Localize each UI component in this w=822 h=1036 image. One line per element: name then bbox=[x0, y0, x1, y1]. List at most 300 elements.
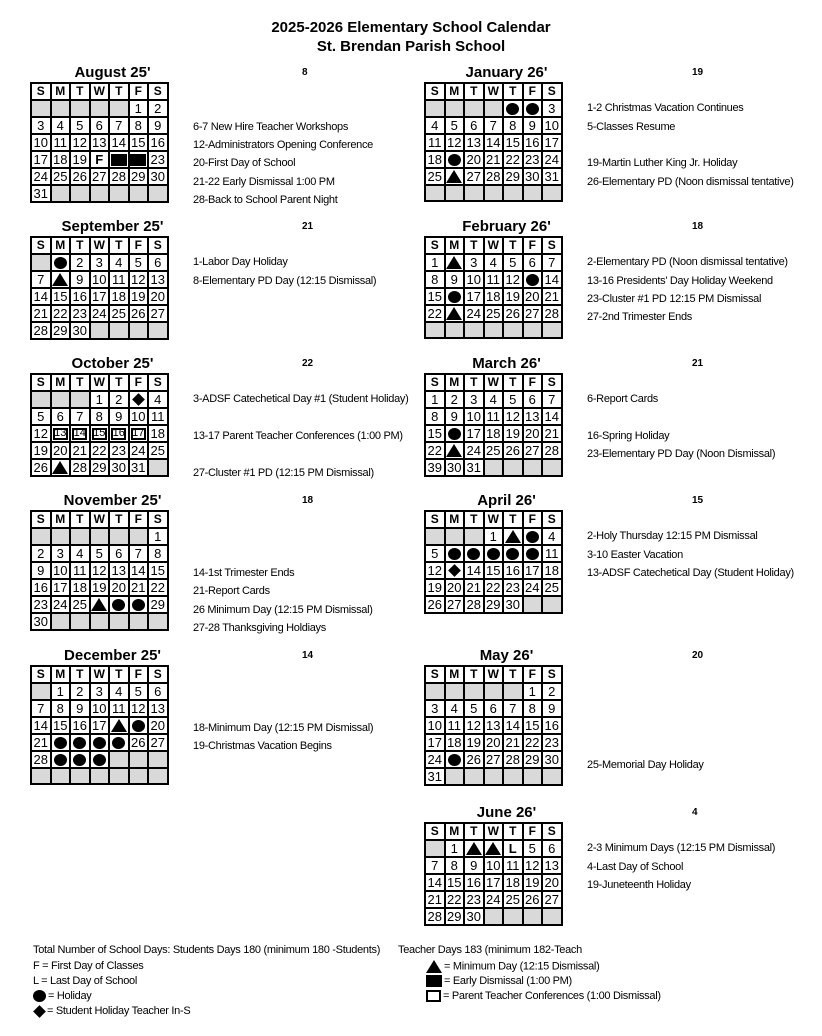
day-cell: 9 bbox=[464, 857, 484, 874]
legend-last-day: L = Last Day of School bbox=[33, 975, 137, 987]
day-cell: 22 bbox=[148, 579, 168, 596]
empty-cell bbox=[542, 459, 562, 476]
triangle-icon bbox=[446, 256, 462, 269]
day-marker bbox=[52, 272, 70, 287]
month-dec bbox=[30, 648, 420, 808]
day-cell: 22 bbox=[484, 579, 504, 596]
weekday-header: T bbox=[503, 511, 523, 528]
weekday-header: T bbox=[464, 237, 484, 254]
day-cell: 10 bbox=[129, 408, 149, 425]
day-cell: 30 bbox=[445, 459, 465, 476]
day-cell: 21 bbox=[464, 579, 484, 596]
day-cell-marked bbox=[51, 459, 71, 476]
day-cell: 5 bbox=[464, 700, 484, 717]
month-title: October 25' bbox=[71, 355, 154, 372]
day-cell: 15 bbox=[51, 717, 71, 734]
month-jan bbox=[424, 65, 814, 225]
day-cell: 18 bbox=[445, 734, 465, 751]
day-cell: 28 bbox=[70, 459, 90, 476]
day-marker bbox=[130, 597, 148, 612]
empty-cell bbox=[109, 322, 129, 339]
day-cell: 1 bbox=[425, 254, 445, 271]
triangle-icon bbox=[52, 461, 68, 474]
month-note: 19-Christmas Vacation Begins bbox=[193, 740, 332, 753]
weekday-header: M bbox=[445, 823, 465, 840]
weekday-header: F bbox=[129, 511, 149, 528]
day-cell: 5 bbox=[70, 117, 90, 134]
triangle-icon bbox=[446, 444, 462, 457]
month-note: 27-Cluster #1 PD (12:15 PM Dismissal) bbox=[193, 466, 374, 479]
conference-day-box: 14 bbox=[73, 427, 86, 439]
day-cell-marked bbox=[109, 717, 129, 734]
month-title: June 26' bbox=[476, 804, 537, 821]
weekday-header: S bbox=[425, 666, 445, 683]
holiday-dot-icon bbox=[112, 737, 125, 749]
day-cell: 24 bbox=[542, 151, 562, 168]
empty-cell bbox=[31, 100, 51, 117]
month-apr bbox=[424, 493, 814, 653]
empty-cell bbox=[503, 683, 523, 700]
day-marker bbox=[130, 426, 148, 441]
month-school-days: 19 bbox=[692, 67, 704, 78]
day-cell: 7 bbox=[31, 271, 51, 288]
day-cell: 4 bbox=[109, 683, 129, 700]
day-marker bbox=[110, 426, 128, 441]
day-cell: 28 bbox=[542, 442, 562, 459]
day-marker bbox=[446, 289, 464, 304]
holiday-dot-icon bbox=[54, 737, 67, 749]
empty-cell bbox=[31, 683, 51, 700]
month-title: January 26' bbox=[465, 64, 548, 81]
empty-cell bbox=[425, 100, 445, 117]
day-cell: 23 bbox=[542, 734, 562, 751]
day-cell: 10 bbox=[464, 271, 484, 288]
day-cell: 17 bbox=[523, 562, 543, 579]
conference-day-box: 13 bbox=[54, 427, 67, 439]
triangle-icon bbox=[426, 960, 442, 973]
day-cell: 9 bbox=[148, 117, 168, 134]
empty-cell bbox=[484, 459, 504, 476]
weekday-header: F bbox=[523, 511, 543, 528]
day-marker bbox=[446, 546, 464, 561]
day-cell: 10 bbox=[90, 700, 110, 717]
holiday-dot-icon bbox=[526, 103, 539, 115]
legend-minimum-day bbox=[426, 960, 599, 973]
day-cell: 6 bbox=[51, 408, 71, 425]
month-school-days: 4 bbox=[692, 807, 698, 818]
day-cell: 10 bbox=[51, 562, 71, 579]
day-cell: 29 bbox=[445, 908, 465, 925]
day-cell: 19 bbox=[129, 288, 149, 305]
holiday-dot-icon bbox=[132, 599, 145, 611]
day-cell-marked bbox=[51, 254, 71, 271]
weekday-header: S bbox=[542, 237, 562, 254]
day-marker bbox=[446, 426, 464, 441]
weekday-header: T bbox=[464, 511, 484, 528]
day-cell: 31 bbox=[129, 459, 149, 476]
weekday-header: M bbox=[51, 666, 71, 683]
day-cell: 24 bbox=[464, 305, 484, 322]
day-marker bbox=[71, 426, 89, 441]
weekday-header: W bbox=[90, 511, 110, 528]
legend-totals: Total Number of School Days: Students Days 180 (minimum 180 -Students) bbox=[33, 944, 381, 956]
month-school-days: 18 bbox=[692, 221, 704, 232]
day-cell: 20 bbox=[542, 874, 562, 891]
day-cell: 24 bbox=[51, 596, 71, 613]
month-note: 1-Labor Day Holiday bbox=[193, 256, 288, 269]
empty-cell bbox=[542, 596, 562, 613]
day-cell: 9 bbox=[445, 271, 465, 288]
month-note: 4-Last Day of School bbox=[587, 860, 684, 873]
month-note: 6-Report Cards bbox=[587, 393, 658, 406]
day-cell: 9 bbox=[523, 117, 543, 134]
day-cell-marked bbox=[445, 751, 465, 768]
day-cell: 17 bbox=[90, 288, 110, 305]
day-marker bbox=[504, 529, 522, 544]
day-cell: 24 bbox=[31, 168, 51, 185]
day-cell: 24 bbox=[425, 751, 445, 768]
empty-cell bbox=[484, 322, 504, 338]
day-marker bbox=[446, 255, 464, 270]
day-cell: 2 bbox=[109, 391, 129, 408]
day-cell: 31 bbox=[542, 168, 562, 185]
empty-cell bbox=[90, 322, 110, 339]
day-cell: 11 bbox=[109, 700, 129, 717]
day-marker bbox=[110, 718, 128, 733]
triangle-icon bbox=[485, 842, 501, 855]
day-cell: 28 bbox=[542, 305, 562, 322]
day-cell: 13 bbox=[484, 717, 504, 734]
day-cell: 7 bbox=[129, 545, 149, 562]
empty-cell bbox=[109, 768, 129, 784]
day-cell: 6 bbox=[523, 254, 543, 271]
legend-holiday-label: = Holiday bbox=[48, 990, 92, 1002]
empty-cell bbox=[425, 185, 445, 201]
day-cell: 11 bbox=[445, 717, 465, 734]
day-cell: 7 bbox=[31, 700, 51, 717]
weekday-header: S bbox=[425, 237, 445, 254]
day-cell: 29 bbox=[503, 168, 523, 185]
day-cell-marked bbox=[484, 545, 504, 562]
day-cell: 16 bbox=[523, 134, 543, 151]
day-cell: 8 bbox=[129, 117, 149, 134]
day-cell: 2 bbox=[31, 545, 51, 562]
month-school-days: 20 bbox=[692, 650, 704, 661]
empty-cell bbox=[484, 908, 504, 925]
day-cell: 26 bbox=[129, 734, 149, 751]
day-marker bbox=[485, 841, 503, 856]
triangle-icon bbox=[52, 273, 68, 286]
day-cell: 24 bbox=[129, 442, 149, 459]
weekday-header: T bbox=[70, 83, 90, 100]
empty-cell bbox=[148, 768, 168, 784]
day-cell: 9 bbox=[70, 271, 90, 288]
day-marker bbox=[524, 529, 542, 544]
weekday-header: F bbox=[523, 823, 543, 840]
month-grid bbox=[424, 236, 563, 339]
empty-cell bbox=[51, 528, 71, 545]
day-cell: 12 bbox=[445, 134, 465, 151]
month-title: December 25' bbox=[64, 647, 161, 664]
legend-teacher-days: Teacher Days 183 (minimum 182-Teach bbox=[398, 944, 582, 956]
day-cell-marked bbox=[445, 442, 465, 459]
conference-day-box: 15 bbox=[93, 427, 106, 439]
day-cell: 24 bbox=[484, 891, 504, 908]
day-marker bbox=[110, 735, 128, 750]
holiday-dot-icon bbox=[448, 154, 461, 166]
empty-cell bbox=[31, 391, 51, 408]
diamond-icon bbox=[132, 393, 145, 406]
day-cell: 19 bbox=[425, 579, 445, 596]
triangle-icon bbox=[91, 598, 107, 611]
day-cell: 18 bbox=[109, 288, 129, 305]
day-cell: 4 bbox=[542, 528, 562, 545]
weekday-header: S bbox=[425, 511, 445, 528]
day-cell: 2 bbox=[70, 683, 90, 700]
day-cell: 7 bbox=[503, 700, 523, 717]
weekday-header: T bbox=[464, 83, 484, 100]
day-cell-marked bbox=[90, 425, 110, 442]
day-cell: 1 bbox=[148, 528, 168, 545]
holiday-dot-icon bbox=[506, 548, 519, 560]
day-marker bbox=[130, 392, 148, 407]
weekday-header: F bbox=[129, 83, 149, 100]
day-cell: 21 bbox=[542, 288, 562, 305]
day-cell: 4 bbox=[109, 254, 129, 271]
month-school-days: 8 bbox=[302, 67, 308, 78]
day-cell: 24 bbox=[464, 442, 484, 459]
day-cell-marked bbox=[51, 425, 71, 442]
day-cell: 17 bbox=[464, 288, 484, 305]
weekday-header: F bbox=[523, 666, 543, 683]
day-cell: 18 bbox=[503, 874, 523, 891]
square-icon bbox=[130, 154, 146, 166]
day-marker bbox=[71, 752, 89, 767]
day-cell: 3 bbox=[542, 100, 562, 117]
empty-cell bbox=[523, 908, 543, 925]
month-note: 3-ADSF Catechetical Day #1 (Student Holiday) bbox=[193, 393, 409, 406]
day-cell-marked bbox=[523, 271, 543, 288]
day-cell: 13 bbox=[464, 134, 484, 151]
day-cell: L bbox=[503, 840, 523, 857]
day-cell: 7 bbox=[109, 117, 129, 134]
empty-cell bbox=[464, 768, 484, 785]
day-cell: 14 bbox=[129, 562, 149, 579]
day-cell: 11 bbox=[51, 134, 71, 151]
weekday-header: W bbox=[484, 374, 504, 391]
weekday-header: S bbox=[425, 83, 445, 100]
empty-cell bbox=[90, 100, 110, 117]
day-cell: 27 bbox=[484, 751, 504, 768]
empty-cell bbox=[425, 683, 445, 700]
day-cell: 22 bbox=[523, 734, 543, 751]
day-cell: 12 bbox=[464, 717, 484, 734]
day-cell: 20 bbox=[51, 442, 71, 459]
triangle-icon bbox=[505, 530, 521, 543]
month-school-days: 14 bbox=[302, 650, 314, 661]
empty-cell bbox=[109, 751, 129, 768]
day-cell: 16 bbox=[503, 562, 523, 579]
day-cell: 31 bbox=[464, 459, 484, 476]
holiday-dot-icon bbox=[54, 754, 67, 766]
day-cell: 12 bbox=[70, 134, 90, 151]
day-cell-marked bbox=[445, 151, 465, 168]
empty-cell bbox=[445, 683, 465, 700]
weekday-header: T bbox=[70, 374, 90, 391]
empty-cell bbox=[90, 185, 110, 202]
holiday-dot-icon bbox=[487, 548, 500, 560]
empty-cell bbox=[523, 596, 543, 613]
day-marker bbox=[52, 426, 70, 441]
triangle-icon bbox=[111, 719, 127, 732]
day-cell: 9 bbox=[31, 562, 51, 579]
day-marker bbox=[446, 443, 464, 458]
day-cell: 11 bbox=[484, 271, 504, 288]
day-cell: 13 bbox=[542, 857, 562, 874]
empty-cell bbox=[129, 768, 149, 784]
legend-student-holiday-label: = Student Holiday Teacher In-S bbox=[47, 1005, 191, 1017]
day-marker bbox=[446, 169, 464, 184]
day-cell: 16 bbox=[464, 874, 484, 891]
day-cell: 5 bbox=[445, 117, 465, 134]
weekday-header: T bbox=[503, 666, 523, 683]
empty-cell bbox=[484, 683, 504, 700]
day-cell: 18 bbox=[51, 151, 71, 168]
day-cell: 9 bbox=[70, 700, 90, 717]
day-cell: 15 bbox=[445, 874, 465, 891]
triangle-icon bbox=[466, 842, 482, 855]
day-cell: 6 bbox=[542, 840, 562, 857]
day-cell: 3 bbox=[90, 254, 110, 271]
day-cell: 15 bbox=[523, 717, 543, 734]
holiday-dot-icon bbox=[73, 754, 86, 766]
day-cell: 19 bbox=[523, 874, 543, 891]
day-cell: 2 bbox=[445, 391, 465, 408]
day-cell: 20 bbox=[464, 151, 484, 168]
empty-cell bbox=[523, 459, 543, 476]
day-cell: 28 bbox=[31, 322, 51, 339]
day-cell-marked bbox=[445, 168, 465, 185]
weekday-header: S bbox=[542, 823, 562, 840]
empty-cell bbox=[523, 768, 543, 785]
day-marker bbox=[91, 752, 109, 767]
weekday-header: T bbox=[109, 83, 129, 100]
day-cell-marked bbox=[503, 545, 523, 562]
day-cell-marked bbox=[503, 528, 523, 545]
day-cell: 16 bbox=[31, 579, 51, 596]
weekday-header: S bbox=[542, 374, 562, 391]
day-cell: 15 bbox=[425, 288, 445, 305]
day-cell: 18 bbox=[484, 288, 504, 305]
day-cell-marked bbox=[90, 751, 110, 768]
day-cell: 30 bbox=[523, 168, 543, 185]
weekday-header: T bbox=[109, 511, 129, 528]
day-marker bbox=[446, 152, 464, 167]
day-cell: 25 bbox=[148, 442, 168, 459]
day-cell: 12 bbox=[523, 857, 543, 874]
day-cell: 10 bbox=[31, 134, 51, 151]
day-cell: 1 bbox=[90, 391, 110, 408]
day-cell: 6 bbox=[484, 700, 504, 717]
day-cell: 26 bbox=[425, 596, 445, 613]
day-cell: 1 bbox=[425, 391, 445, 408]
day-cell: 25 bbox=[503, 891, 523, 908]
day-cell: 23 bbox=[70, 305, 90, 322]
weekday-header: T bbox=[109, 237, 129, 254]
day-cell-marked bbox=[445, 545, 465, 562]
square-icon bbox=[111, 154, 127, 166]
day-cell: 18 bbox=[484, 425, 504, 442]
day-cell: 27 bbox=[464, 168, 484, 185]
day-cell: 6 bbox=[90, 117, 110, 134]
day-cell: 25 bbox=[542, 579, 562, 596]
day-cell: 8 bbox=[90, 408, 110, 425]
page-subtitle: St. Brendan Parish School bbox=[316, 38, 506, 55]
conference-day-box: 17 bbox=[132, 427, 145, 439]
day-cell: 8 bbox=[425, 271, 445, 288]
day-cell: 19 bbox=[31, 442, 51, 459]
day-cell: 23 bbox=[31, 596, 51, 613]
day-cell-marked bbox=[445, 254, 465, 271]
day-cell-marked bbox=[70, 751, 90, 768]
weekday-header: M bbox=[445, 666, 465, 683]
empty-cell bbox=[503, 322, 523, 338]
month-note: 2-Holy Thursday 12:15 PM Dismissal bbox=[587, 530, 758, 543]
month-note: 18-Minimum Day (12:15 PM Dismissal) bbox=[193, 721, 374, 734]
day-cell-marked bbox=[51, 751, 71, 768]
day-cell: 31 bbox=[31, 185, 51, 202]
weekday-header: S bbox=[542, 511, 562, 528]
weekday-header: W bbox=[90, 374, 110, 391]
day-cell: 19 bbox=[90, 579, 110, 596]
day-cell: 27 bbox=[148, 734, 168, 751]
weekday-header: S bbox=[148, 511, 168, 528]
month-title: September 25' bbox=[61, 218, 164, 235]
weekday-header: S bbox=[148, 666, 168, 683]
weekday-header: T bbox=[503, 237, 523, 254]
month-jun bbox=[424, 805, 814, 965]
empty-cell bbox=[51, 613, 71, 630]
day-cell: 5 bbox=[425, 545, 445, 562]
month-grid bbox=[30, 510, 169, 631]
empty-cell bbox=[51, 768, 71, 784]
empty-cell bbox=[425, 322, 445, 338]
day-cell: 13 bbox=[148, 700, 168, 717]
day-cell: 19 bbox=[503, 425, 523, 442]
weekday-header: S bbox=[542, 666, 562, 683]
day-marker bbox=[504, 101, 522, 116]
day-cell: 12 bbox=[503, 408, 523, 425]
day-cell: 23 bbox=[148, 151, 168, 168]
month-grid bbox=[424, 82, 563, 202]
day-cell: 12 bbox=[425, 562, 445, 579]
day-cell: 14 bbox=[484, 134, 504, 151]
day-cell: 27 bbox=[90, 168, 110, 185]
holiday-dot-icon bbox=[93, 754, 106, 766]
day-cell: 3 bbox=[90, 683, 110, 700]
day-cell: 26 bbox=[503, 442, 523, 459]
day-marker bbox=[504, 546, 522, 561]
legend-early-dismissal-label: = Early Dismissal (1:00 PM) bbox=[444, 975, 572, 987]
legend-student-holiday bbox=[33, 1005, 190, 1017]
day-cell: 5 bbox=[31, 408, 51, 425]
empty-cell bbox=[523, 322, 543, 338]
empty-cell bbox=[464, 528, 484, 545]
day-cell: 15 bbox=[484, 562, 504, 579]
empty-cell bbox=[484, 100, 504, 117]
day-cell: 11 bbox=[542, 545, 562, 562]
day-cell: 10 bbox=[425, 717, 445, 734]
